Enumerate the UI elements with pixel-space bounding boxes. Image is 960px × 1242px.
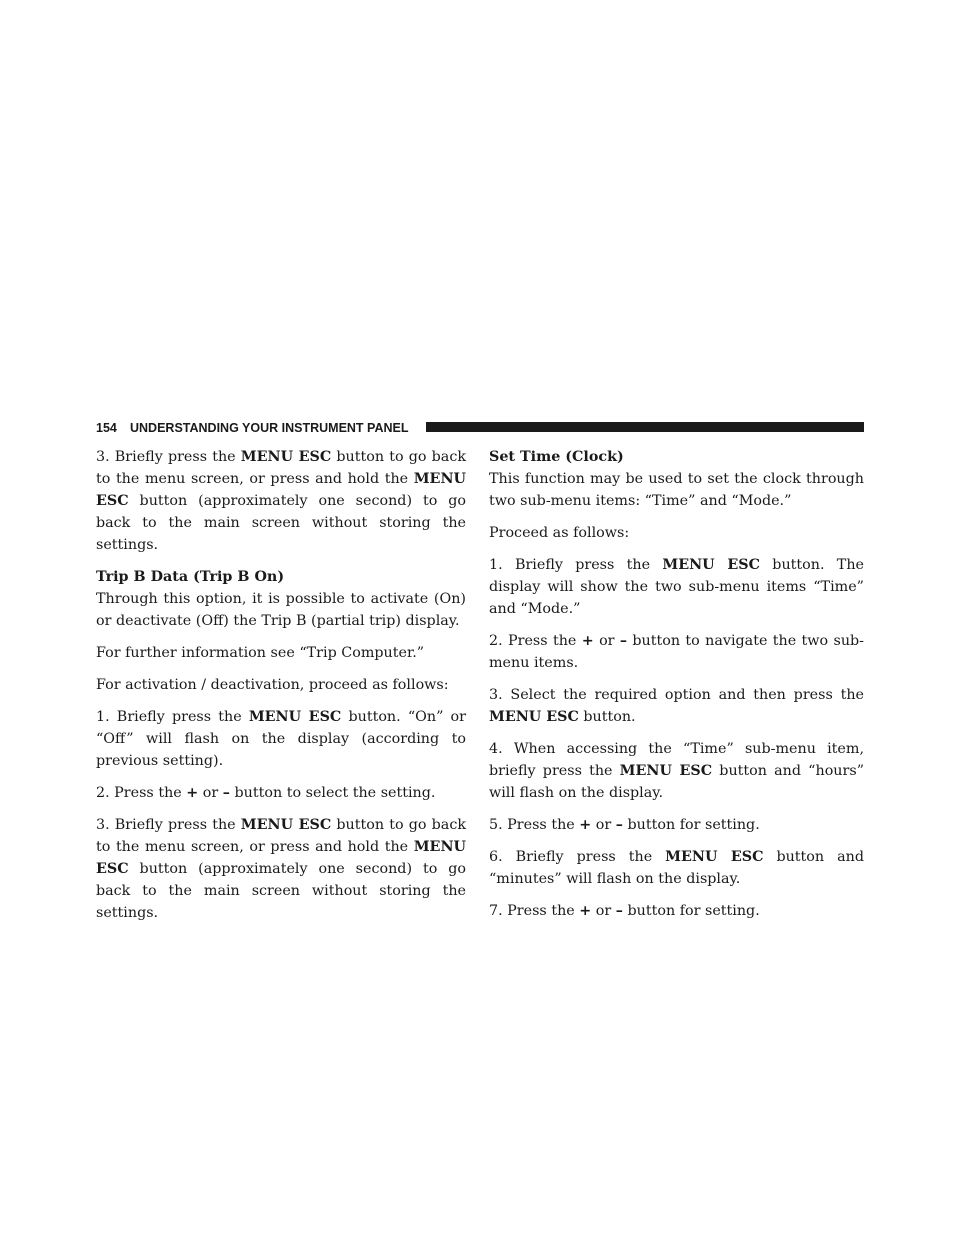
page-header	[96, 419, 864, 437]
paragraph: Through this option, it is possible to activate (On) or deactivate (Off) the Trip B (partial trip) display.	[96, 591, 466, 629]
paragraph: For further information see “Trip Computer.”	[96, 645, 425, 661]
heading-set-time: Set Time (Clock)	[489, 449, 624, 465]
heading-trip-b: Trip B Data (Trip B On)	[96, 569, 285, 585]
paragraph: 6. Briefly press the MENU ESC button and “minutes” will flash on the display.	[489, 849, 864, 887]
paragraph: 3. Briefly press the MENU ESC button to go back to the menu screen, or press and hold the MENU ESC button (approximately one second) to go back to the main screen without storing the settings.	[96, 817, 466, 921]
left-column	[96, 446, 466, 934]
paragraph: 2. Press the + or – button to navigate the two sub-menu items.	[489, 633, 865, 671]
header-rule	[426, 422, 864, 432]
section-title: UNDERSTANDING YOUR INSTRUMENT PANEL	[130, 421, 409, 435]
right-column	[489, 446, 864, 932]
paragraph: Proceed as follows:	[489, 525, 630, 541]
paragraph: 1. Briefly press the MENU ESC button. The display will show the two sub-menu items “Time” and “Mode.”	[489, 557, 865, 617]
paragraph: 3. Select the required option and then press the MENU ESC button.	[489, 687, 864, 725]
paragraph: 4. When accessing the “Time” sub-menu item, briefly press the MENU ESC button and “hours” will flash on the display.	[489, 741, 864, 801]
paragraph: 3. Briefly press the MENU ESC button to go back to the menu screen, or press and hold the MENU ESC button (approximately one second) to go back to the main screen without storing the settings.	[96, 449, 466, 553]
paragraph: 7. Press the + or – button for setting.	[489, 903, 760, 919]
page-number: 154	[96, 421, 117, 435]
paragraph: 2. Press the + or – button to select the setting.	[96, 785, 436, 801]
paragraph: 5. Press the + or – button for setting.	[489, 817, 760, 833]
paragraph: This function may be used to set the clock through two sub-menu items: “Time” and “Mode.”	[489, 471, 864, 509]
paragraph: For activation / deactivation, proceed as follows:	[96, 677, 449, 693]
paragraph: 1. Briefly press the MENU ESC button. “On” or “Off” will flash on the display (according to previous setting).	[96, 709, 466, 769]
